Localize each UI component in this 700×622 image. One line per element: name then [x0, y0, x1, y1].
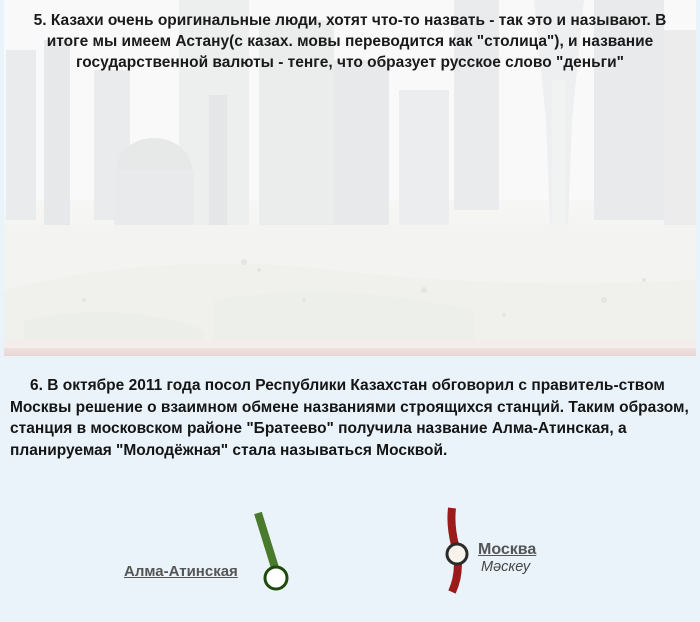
- moskva-station-label: Москва: [478, 541, 537, 558]
- fact-6-text: В октябре 2011 года посол Республики Казахстан обговорил с правитель-ством Москвы решение о взаимном обмене названиями строящихся станций. Таким образом, станция в московском районе "Братеево" получила название Алма-Атинская, а планируемая "Молодёжная" стала называться Москвой.: [10, 377, 689, 459]
- moskva-station-marker: [447, 544, 467, 564]
- fact-5-caption: 5. Казахи очень оригинальные люди, хотят что-то назвать - так это и называют. В итоге мы имеем Астану(с казах. мовы переводится как "столица"), и название государственной валюты - тенге, что образует русское слово "деньги": [33, 12, 667, 71]
- alma-ata-station-label: Алма-Атинская: [124, 563, 238, 580]
- fact-6-number: 6.: [30, 377, 43, 394]
- alma-ata-station-marker: [265, 567, 287, 589]
- moskva-kazakh-label: Мәскеу: [481, 559, 531, 575]
- green-metro-line: [258, 513, 276, 571]
